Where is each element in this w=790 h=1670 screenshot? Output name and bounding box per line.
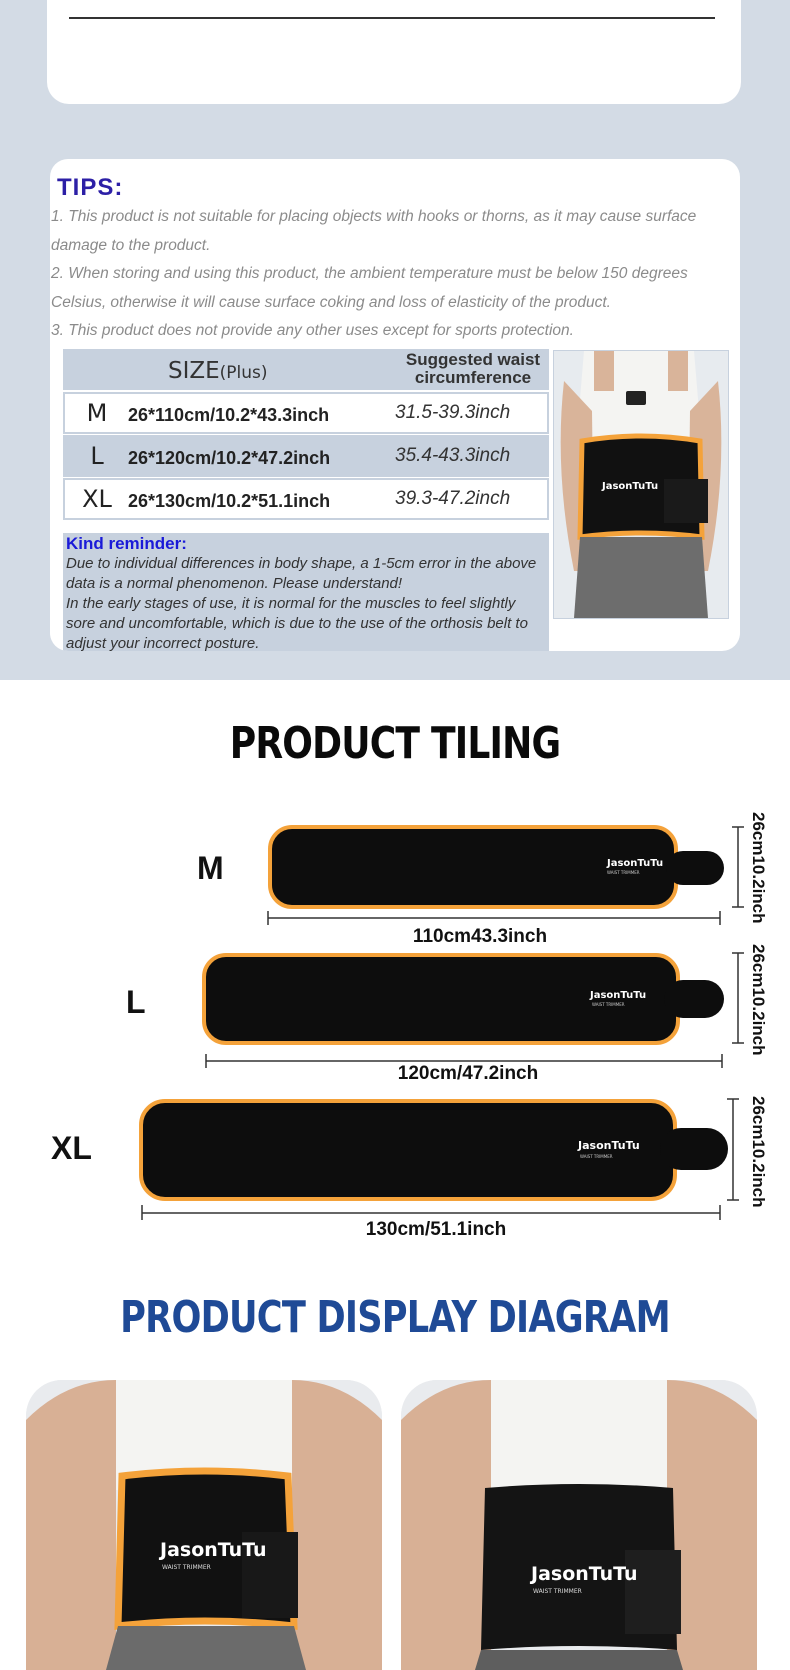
- tiling-size-l: L: [126, 984, 146, 1020]
- waist-header: Suggested waist circumference: [405, 350, 541, 387]
- size-letter: M: [86, 399, 108, 427]
- tiling-length-m: 110cm43.3inch: [412, 926, 548, 947]
- tiling-height-l: 26cm10.2inch: [749, 944, 768, 1056]
- belt-logo: JasonTuTu: [160, 1539, 267, 1561]
- tip-1: 1. This product is not suitable for placing objects with hooks or thorns, as it may cause surface damage to the product.: [51, 208, 697, 254]
- size-header-label: SIZE: [168, 358, 220, 384]
- tiling-size-xl: XL: [51, 1130, 92, 1166]
- size-waist: 31.5-39.3inch: [395, 402, 511, 423]
- product-tiling-title: PRODUCT TILING: [229, 718, 561, 769]
- tip-2: 2. When storing and using this product, the ambient temperature must be below 150 degrees Celsius, otherwise it will cause surface coking and loss of elasticity of the product.: [51, 265, 688, 311]
- belt-m: [268, 827, 744, 925]
- belt-logo-sub: WAIST TRIMMER: [162, 1564, 211, 1571]
- reminder-text-1: Due to individual differences in body shape, a 1-5cm error in the above data is a normal phenomenon. Please understand!: [66, 555, 537, 592]
- display-photo-black: [401, 1380, 757, 1670]
- reminder-text-2: In the early stages of use, it is normal for the muscles to feel slightly sore and uncomfortable, which is due to the use of the orthosis belt to adjust your incorrect posture.: [66, 595, 528, 651]
- belt-logo-sub: WAIST TRIMMER: [580, 1154, 613, 1159]
- belt-logo-sub: WAIST TRIMMER: [533, 1588, 582, 1595]
- size-letter: XL: [82, 485, 112, 513]
- size-dimensions: 26*130cm/10.2*51.1inch: [128, 491, 331, 511]
- tips-title: TIPS:: [57, 174, 124, 201]
- belt-logo: JasonTuTu: [590, 990, 647, 1001]
- product-display-title: PRODUCT DISPLAY DIAGRAM: [120, 1292, 670, 1343]
- tiling-length-xl: 130cm/51.1inch: [365, 1219, 507, 1240]
- size-waist: 39.3-47.2inch: [395, 488, 511, 509]
- size-dimensions: 26*120cm/10.2*47.2inch: [128, 448, 331, 468]
- size-letter: L: [90, 442, 104, 470]
- belt-logo: JasonTuTu: [607, 858, 664, 869]
- belt-xl: [141, 1099, 739, 1220]
- display-photo-front: [26, 1380, 382, 1670]
- size-waist: 35.4-43.3inch: [395, 445, 511, 466]
- tiling-height-m: 26cm10.2inch: [749, 812, 768, 924]
- belt-logo-sub: WAIST TRIMMER: [592, 1002, 625, 1007]
- belt-logo: JasonTuTu: [578, 1139, 640, 1152]
- tiling-length-l: 120cm/47.2inch: [397, 1063, 539, 1084]
- tiling-height-xl: 26cm10.2inch: [749, 1096, 768, 1208]
- tiling-size-m: M: [197, 850, 224, 886]
- belt-logo: JasonTuTu: [602, 481, 659, 492]
- size-dimensions: 26*110cm/10.2*43.3inch: [128, 405, 330, 425]
- size-header-plus: (Plus): [219, 363, 268, 383]
- belt-logo: JasonTuTu: [531, 1563, 638, 1585]
- tip-3: 3. This product does not provide any other uses except for sports protection.: [51, 322, 574, 340]
- reminder-title: Kind reminder:: [66, 534, 187, 553]
- belt-l: [204, 953, 744, 1068]
- belt-logo-sub: WAIST TRIMMER: [607, 870, 640, 875]
